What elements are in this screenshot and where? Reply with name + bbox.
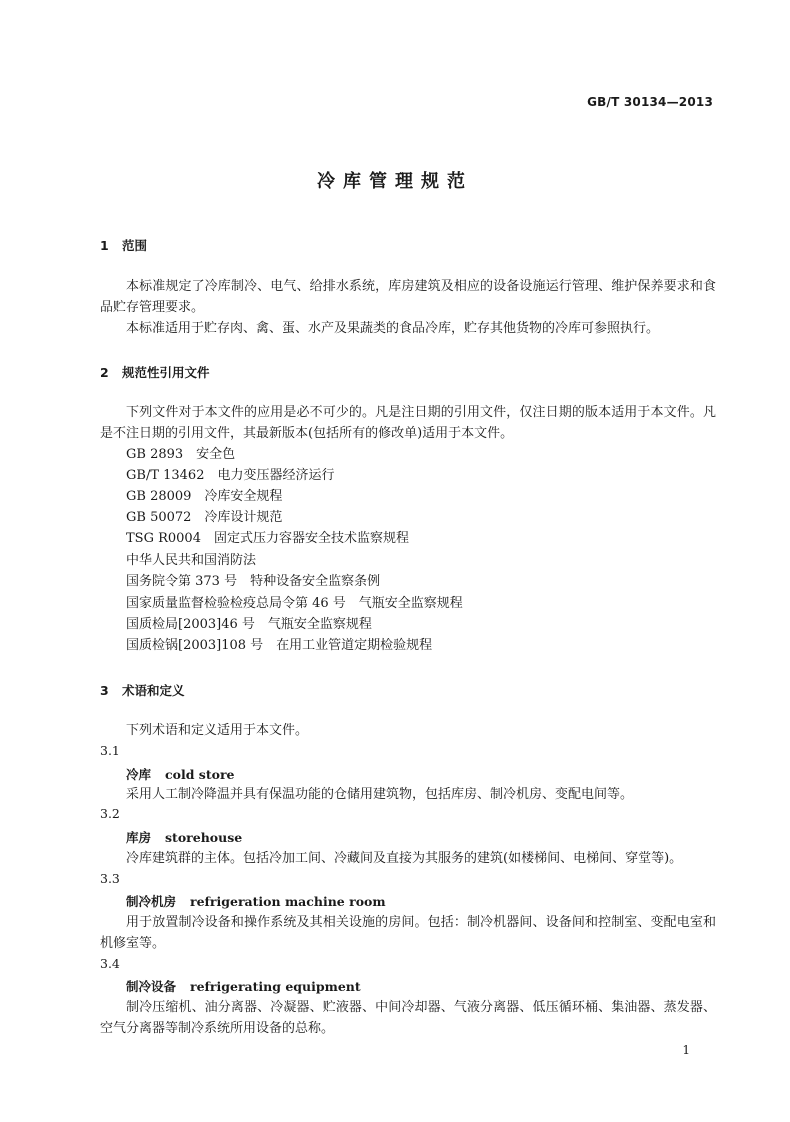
section-1-paragraph-1: 本标准规定了冷库制冷、电气、给排水系统，库房建筑及相应的设备设施运行管理、维护保养要求和食品贮存管理要求。: [100, 279, 716, 315]
reference-item: GB/T 13462 电力变压器经济运行: [126, 468, 335, 483]
document-title: 冷库管理规范: [317, 171, 473, 192]
term-number: 3.4: [100, 956, 120, 971]
reference-item: 国质检锅[2003]108 号 在用工业管道定期检验规程: [126, 638, 433, 653]
term-en: refrigeration machine room: [190, 894, 386, 909]
term-zh: 库房: [126, 830, 152, 845]
section-number: 3: [100, 683, 109, 698]
term-definition: 制冷压缩机、油分离器、冷凝器、贮液器、中间冷却器、气液分离器、低压循环桶、集油器、蒸发器、空气分离器等制冷系统所用设备的总称。: [100, 1000, 716, 1036]
term-en: refrigerating equipment: [190, 979, 361, 994]
term-zh: 制冷机房: [126, 894, 177, 909]
section-3-heading: [100, 681, 185, 699]
term-definition: 用于放置制冷设备和操作系统及其相关设施的房间。包括：制冷机器间、设备间和控制室、变配电室和机修室等。: [100, 915, 716, 951]
reference-item: TSG R0004 固定式压力容器安全技术监察规程: [126, 531, 409, 546]
section-title: 术语和定义: [122, 683, 185, 698]
term-number: 3.2: [100, 806, 120, 821]
term-heading: [126, 892, 386, 910]
section-title: 规范性引用文件: [122, 365, 210, 380]
term-heading: [126, 977, 361, 995]
section-2-heading: [100, 363, 210, 381]
reference-item: 国务院令第 373 号 特种设备安全监察条例: [126, 574, 381, 589]
term-en: cold store: [165, 767, 235, 782]
reference-item: GB 50072 冷库设计规范: [126, 510, 283, 525]
term-definition: 采用人工制冷降温并具有保温功能的仓储用建筑物，包括库房、制冷机房、变配电间等。: [126, 787, 634, 802]
term-definition: 冷库建筑群的主体。包括冷加工间、冷藏间及直接为其服务的建筑(如楼梯间、电梯间、穿堂等)。: [126, 851, 683, 866]
term-heading: [126, 828, 242, 846]
standard-code: GB/T 30134—2013: [587, 95, 713, 109]
section-number: 2: [100, 365, 109, 380]
term-heading: [126, 765, 235, 783]
reference-item: 中华人民共和国消防法: [126, 553, 257, 568]
reference-item: 国质检局[2003]46 号 气瓶安全监察规程: [126, 617, 372, 632]
section-2-intro: 下列文件对于本文件的应用是必不可少的。凡是注日期的引用文件，仅注日期的版本适用于本文件。凡是不注日期的引用文件，其最新版本(包括所有的修改单)适用于本文件。: [100, 405, 716, 441]
reference-item: 国家质量监督检验检疫总局令第 46 号 气瓶安全监察规程: [126, 596, 463, 611]
term-zh: 制冷设备: [126, 979, 177, 994]
term-number: 3.1: [100, 743, 120, 758]
reference-item: GB 28009 冷库安全规程: [126, 489, 283, 504]
term-number: 3.3: [100, 871, 120, 886]
section-title: 范围: [122, 238, 148, 253]
term-zh: 冷库: [126, 767, 152, 782]
section-number: 1: [100, 238, 109, 253]
section-1-paragraph-2: 本标准适用于贮存肉、禽、蛋、水产及果蔬类的食品冷库，贮存其他货物的冷库可参照执行。: [126, 321, 660, 336]
reference-item: GB 2893 安全色: [126, 447, 236, 462]
section-3-intro: 下列术语和定义适用于本文件。: [126, 723, 309, 738]
section-1-heading: [100, 236, 147, 254]
term-en: storehouse: [165, 830, 243, 845]
page-number: 1: [682, 1043, 690, 1057]
